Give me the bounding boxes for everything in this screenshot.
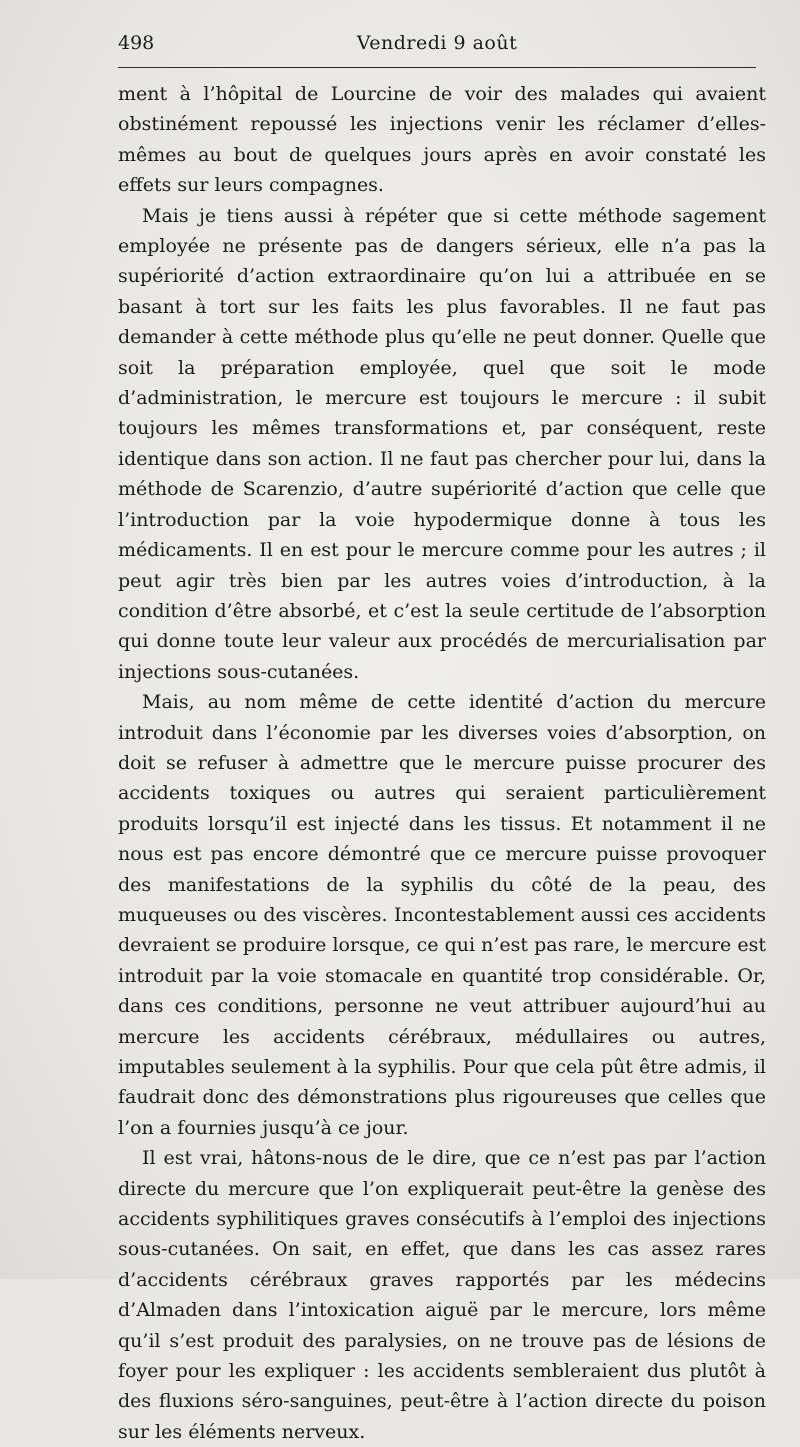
paragraph: ment à l’hôpital de Lourcine de voir des malades qui avaient obstinément repoussé les injections venir les réclamer d’elles-mêmes au bout de quelques jours après en avoir constaté les effets sur leurs compagnes. — [118, 83, 766, 197]
page-header — [118, 28, 756, 58]
running-title: Vendredi 9 août — [356, 32, 518, 54]
page-number: 498 — [118, 32, 155, 54]
paragraph: Mais je tiens aussi à répéter que si cette méthode sagement employée ne présente pas de dangers sérieux, elle n’a pas la supériorité d’action extraordinaire qu’on lui a attribuée en se basant à tort sur les faits les plus favorables. Il ne faut pas demander à cette méthode plus qu’elle ne peut donner. Quelle que soit la préparation employée, quel que soit le mode d’administration, le mercure est toujours le mercure : il subit toujours les mêmes transformations et, par conséquent, reste identique dans son action. Il ne faut pas chercher pour lui, dans la méthode de Scarenzio, d’autre supériorité d’action que celle que l’introduction par la voie hypodermique donne à tous les médicaments. Il en est pour le mercure comme pour les autres ; il peut agir très bien par les autres voies d’introduction, à la condition d’être absorbé, et c’est la seule certitude de l’absorption qui donne toute leur valeur aux procédés de mercurialisation par injections sous-cutanées. — [118, 204, 766, 683]
paragraph: Il est vrai, hâtons-nous de le dire, que ce n’est pas par l’action directe du mercure que l’on expliquerait peut-être la genèse des accidents syphilitiques graves consécutifs à l’emploi des injections sous-cutanées. On sait, en effet, que dans les cas assez rares d’accidents cérébraux graves rapportés par les médecins d’Almaden dans l’intoxication aiguë par le mercure, lors même qu’il s’est produit des paralysies, on ne trouve pas de lésions de foyer pour les expliquer : les accidents sembleraient dus plutôt à des fluxions séro-sanguines, peut-être à l’action directe du poison sur les éléments nerveux. — [118, 1147, 766, 1443]
paragraph: Mais, au nom même de cette identité d’action du mercure introduit dans l’économie par les diverses voies d’absorption, on doit se refuser à admettre que le mercure puisse procurer des accidents toxiques ou autres qui seraient particulièrement produits lorsqu’il est injecté dans les tissus. Et notamment il ne nous est pas encore démontré que ce mercure puisse provoquer des manifestations de la syphilis du côté de la peau, des muqueuses ou des viscères. Incontestablement aussi ces accidents devraient se produire lorsque, ce qui n’est pas rare, le mercure est introduit par la voie stomacale en quantité trop considérable. Or, dans ces conditions, personne ne veut attribuer aujourd’hui au mercure les accidents cérébraux, médullaires ou autres, imputables seulement à la syphilis. Pour que cela pût être admis, il faudrait donc des démonstrations plus rigoureuses que celles que l’on a fournies jusqu’à ce jour. — [118, 691, 766, 1139]
body-text — [118, 79, 766, 1447]
header-rule — [118, 67, 756, 68]
